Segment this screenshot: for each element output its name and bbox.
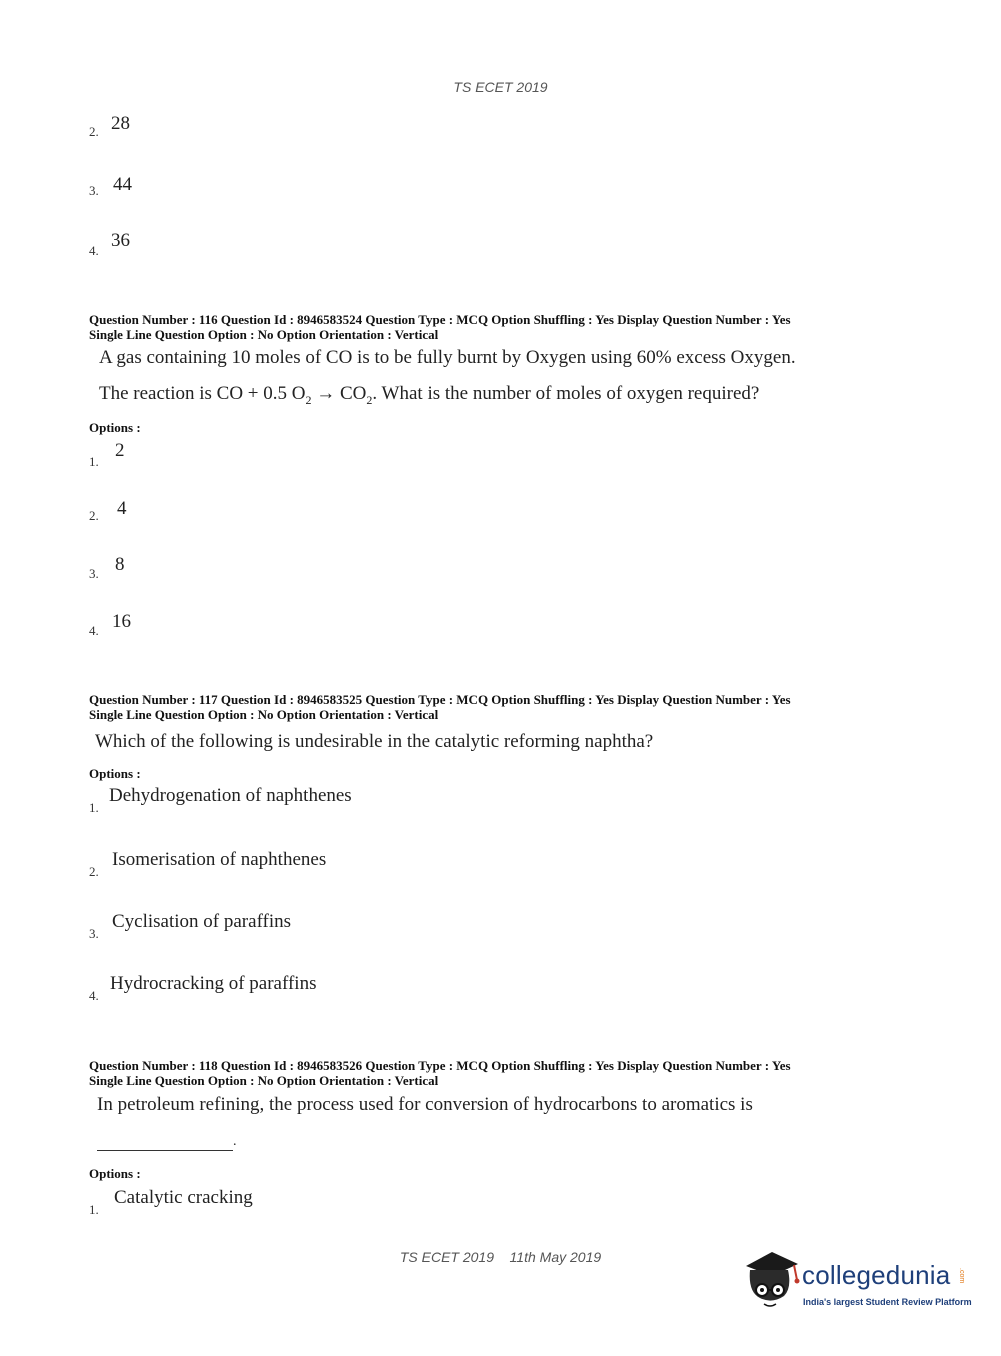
option-text: 36 (111, 230, 130, 251)
option-text: Dehydrogenation of naphthenes (109, 785, 352, 806)
collegedunia-mascot-icon (742, 1248, 800, 1310)
options-label: Options : (89, 1166, 141, 1181)
question-text: In petroleum refining, the process used for conversion of hydrocarbons to aromatics is (97, 1094, 753, 1115)
subscript: 2 (305, 392, 312, 407)
options-label: Options : (89, 766, 141, 781)
reaction-part: The reaction is CO + 0.5 O (99, 383, 306, 404)
brand-logo-text: collegedunia (802, 1260, 951, 1290)
option-number: 3. (89, 566, 99, 581)
question-meta: Question Number : 116 Question Id : 8946583524 Question Type : MCQ Option Shuffling : Yes Display Question Number : Yes (89, 312, 791, 327)
option-text: 28 (111, 113, 130, 134)
reaction-question: . What is the number of moles of oxygen required? (372, 383, 760, 404)
question-meta: Question Number : 117 Question Id : 8946583525 Question Type : MCQ Option Shuffling : Yes Display Question Number : Yes (89, 692, 791, 707)
question-meta-2: Single Line Question Option : No Option Orientation : Vertical (89, 1073, 439, 1088)
option-number: 2. (89, 864, 99, 879)
answer-blank-line (97, 1150, 233, 1151)
option-number: 3. (89, 183, 99, 198)
brand-logo-domain: .com (958, 1268, 965, 1284)
option-text: 44 (113, 174, 132, 195)
option-text: Catalytic cracking (114, 1187, 253, 1208)
page-footer: TS ECET 2019 11th May 2019 (399, 1249, 602, 1265)
option-text: Isomerisation of naphthenes (112, 849, 327, 870)
option-number: 4. (89, 623, 99, 638)
options-label: Options : (89, 420, 141, 435)
option-text: 8 (115, 554, 125, 575)
option-number: 1. (89, 454, 99, 469)
question-text: A gas containing 10 moles of CO is to be fully burnt by Oxygen using 60% excess Oxygen. (99, 347, 796, 368)
option-text: 16 (112, 611, 131, 632)
question-meta: Question Number : 118 Question Id : 8946583526 Question Type : MCQ Option Shuffling : Yes Display Question Number : Yes (89, 1058, 791, 1073)
option-text: 2 (115, 440, 125, 461)
page-header: TS ECET 2019 (453, 79, 548, 95)
blank-end: . (233, 1134, 237, 1149)
option-number: 2. (89, 124, 99, 139)
option-number: 1. (89, 800, 99, 815)
option-text: Cyclisation of paraffins (112, 911, 292, 932)
brand-tagline: India's largest Student Review Platform (803, 1297, 972, 1307)
question-text: Which of the following is undesirable in the catalytic reforming naphtha? (95, 731, 654, 752)
option-number: 4. (89, 988, 99, 1003)
option-number: 3. (89, 926, 99, 941)
question-meta-2: Single Line Question Option : No Option Orientation : Vertical (89, 327, 439, 342)
option-text: 4 (117, 498, 127, 519)
option-text: Hydrocracking of paraffins (110, 973, 317, 994)
option-number: 1. (89, 1202, 99, 1217)
question-meta-2: Single Line Question Option : No Option Orientation : Vertical (89, 707, 439, 722)
question-text-reaction (99, 383, 759, 408)
subscript: 2 (366, 392, 373, 407)
arrow-text: → CO (311, 383, 367, 404)
option-number: 2. (89, 508, 99, 523)
option-number: 4. (89, 243, 99, 258)
